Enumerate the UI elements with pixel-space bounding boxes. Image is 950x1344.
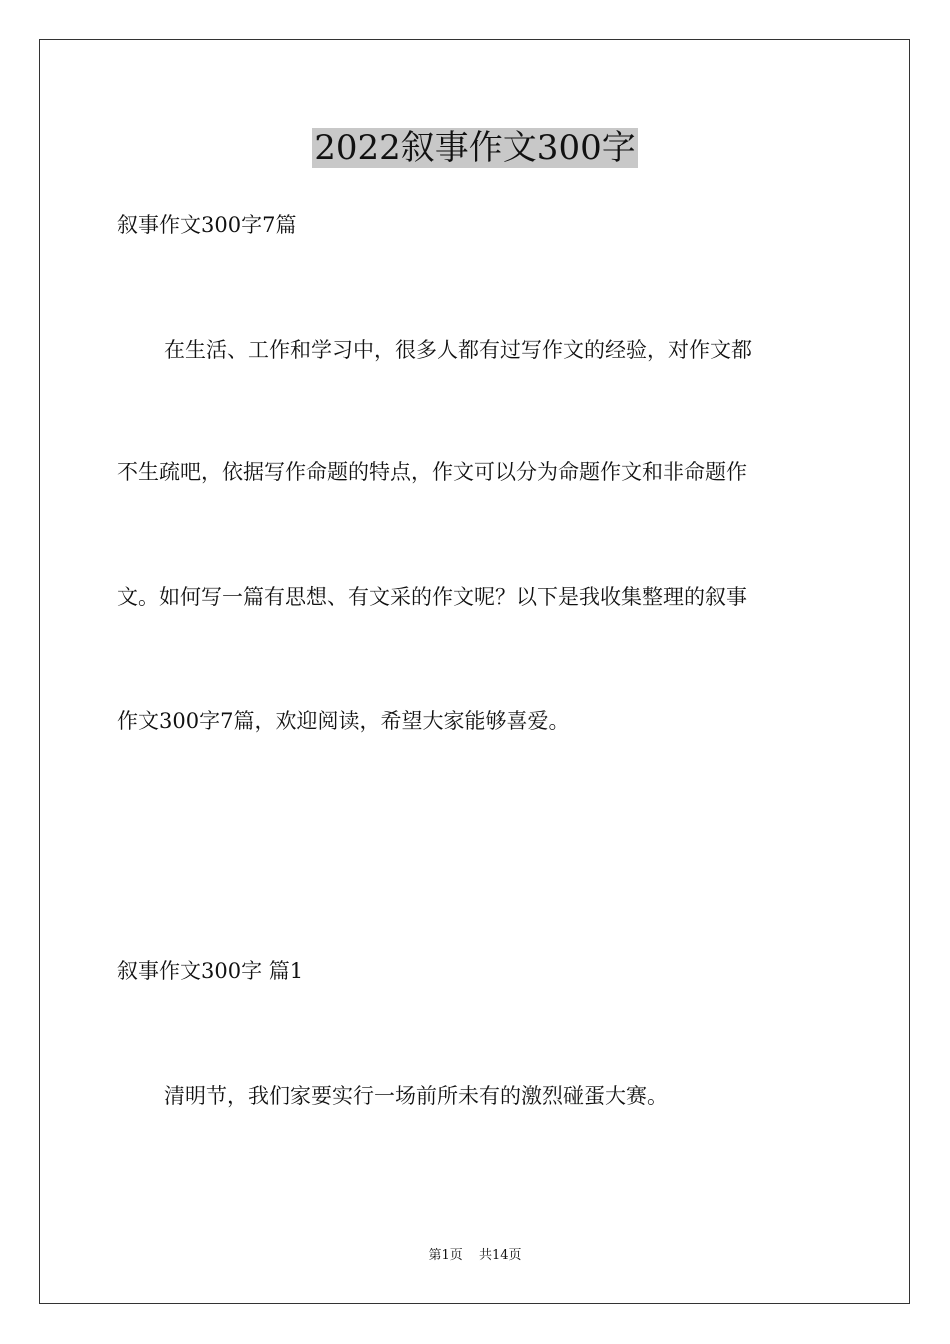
page-footer xyxy=(0,1247,950,1265)
intro-line-3: 文。如何写一篇有思想、有文采的作文呢？以下是我收集整理的叙事 xyxy=(117,585,747,609)
intro-line-4: 作文300字7篇，欢迎阅读，希望大家能够喜爱。 xyxy=(117,709,570,733)
intro-line-2: 不生疏吧，依据写作命题的特点，作文可以分为命题作文和非命题作 xyxy=(117,460,747,484)
intro-line-1: 在生活、工作和学习中，很多人都有过写作文的经验，对作文都 xyxy=(164,338,752,362)
section-paragraph-line-1: 清明节，我们家要实行一场前所未有的激烈碰蛋大赛。 xyxy=(164,1084,668,1108)
section-heading: 叙事作文300字 篇1 xyxy=(117,959,304,983)
document-title xyxy=(0,126,950,170)
page-number: 第1页 xyxy=(428,1248,463,1263)
page-total: 共14页 xyxy=(478,1248,522,1263)
document-title-text: 2022叙事作文300字 xyxy=(314,128,636,168)
subtitle: 叙事作文300字7篇 xyxy=(117,213,297,237)
